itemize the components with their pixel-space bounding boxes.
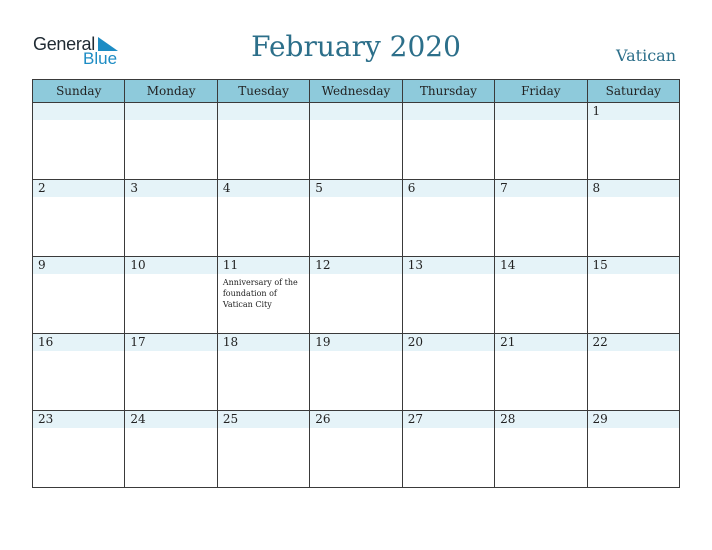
calendar-title: February 2020	[251, 30, 461, 63]
day-number: 28	[500, 412, 516, 426]
day-number: 11	[222, 258, 239, 272]
day-cell	[495, 103, 587, 180]
day-number: 25	[222, 412, 239, 426]
holiday-event: Anniversary of the foundation of Vatican City	[222, 278, 298, 309]
week-row	[33, 257, 680, 334]
weekday-header: Thursday	[402, 80, 494, 103]
day-cell	[402, 103, 494, 180]
day-cell	[125, 334, 217, 411]
day-number: 9	[38, 258, 46, 272]
day-number: 13	[407, 258, 423, 272]
day-cell	[217, 334, 309, 411]
day-cell	[125, 411, 217, 488]
day-number: 15	[592, 258, 608, 272]
day-cell	[587, 334, 679, 411]
day-cell	[402, 180, 494, 257]
day-cell	[402, 411, 494, 488]
logo-text-general: General	[33, 34, 95, 54]
day-cell	[310, 411, 402, 488]
day-cell	[310, 257, 402, 334]
day-number: 4	[222, 181, 231, 195]
day-cell	[310, 103, 402, 180]
day-cell	[33, 411, 125, 488]
weekday-header: Friday	[495, 80, 587, 103]
day-cell	[33, 334, 125, 411]
day-number: 14	[500, 258, 516, 272]
week-row	[33, 180, 680, 257]
day-cell	[125, 180, 217, 257]
day-number: 1	[592, 104, 601, 118]
day-cell	[125, 103, 217, 180]
day-cell	[587, 257, 679, 334]
day-cell	[402, 257, 494, 334]
weekday-header: Sunday	[33, 80, 125, 103]
weekday-header: Wednesday	[310, 80, 402, 103]
day-number: 17	[130, 335, 146, 349]
day-cell	[310, 180, 402, 257]
day-number: 3	[130, 181, 139, 195]
day-cell	[217, 103, 309, 180]
week-row	[33, 334, 680, 411]
day-cell	[33, 103, 125, 180]
day-cell	[402, 334, 494, 411]
day-number: 19	[315, 335, 331, 349]
week-row	[33, 411, 680, 488]
day-number: 5	[315, 181, 323, 195]
country-label: Vatican	[616, 46, 676, 65]
day-number: 23	[38, 412, 54, 426]
weekday-header: Saturday	[587, 80, 679, 103]
day-cell	[217, 257, 309, 334]
day-number: 26	[315, 412, 331, 426]
weekday-header: Monday	[125, 80, 217, 103]
day-cell	[495, 411, 587, 488]
day-cell	[495, 180, 587, 257]
day-number: 22	[592, 335, 608, 349]
day-number: 6	[407, 181, 416, 195]
day-cell	[495, 257, 587, 334]
day-number: 8	[592, 181, 601, 195]
weekday-header-row	[33, 80, 680, 103]
day-number: 29	[592, 412, 608, 426]
day-number: 7	[500, 181, 508, 195]
day-number: 18	[222, 335, 239, 349]
day-cell	[495, 334, 587, 411]
day-number: 21	[500, 335, 516, 349]
calendar-grid	[32, 79, 680, 488]
day-number: 24	[130, 412, 146, 426]
week-row	[33, 103, 680, 180]
day-cell	[310, 334, 402, 411]
day-cell	[587, 180, 679, 257]
day-cell	[125, 257, 217, 334]
day-cell	[587, 103, 679, 180]
day-number: 2	[38, 181, 46, 195]
day-number: 16	[38, 335, 54, 349]
day-cell	[587, 411, 679, 488]
day-number: 12	[315, 258, 331, 272]
day-cell	[217, 180, 309, 257]
weekday-header: Tuesday	[217, 80, 309, 103]
day-number: 10	[130, 258, 146, 272]
day-cell	[33, 180, 125, 257]
logo-text-blue: Blue	[83, 49, 118, 68]
day-number: 20	[407, 335, 423, 349]
day-cell	[33, 257, 125, 334]
day-cell	[217, 411, 309, 488]
day-number: 27	[407, 412, 423, 426]
